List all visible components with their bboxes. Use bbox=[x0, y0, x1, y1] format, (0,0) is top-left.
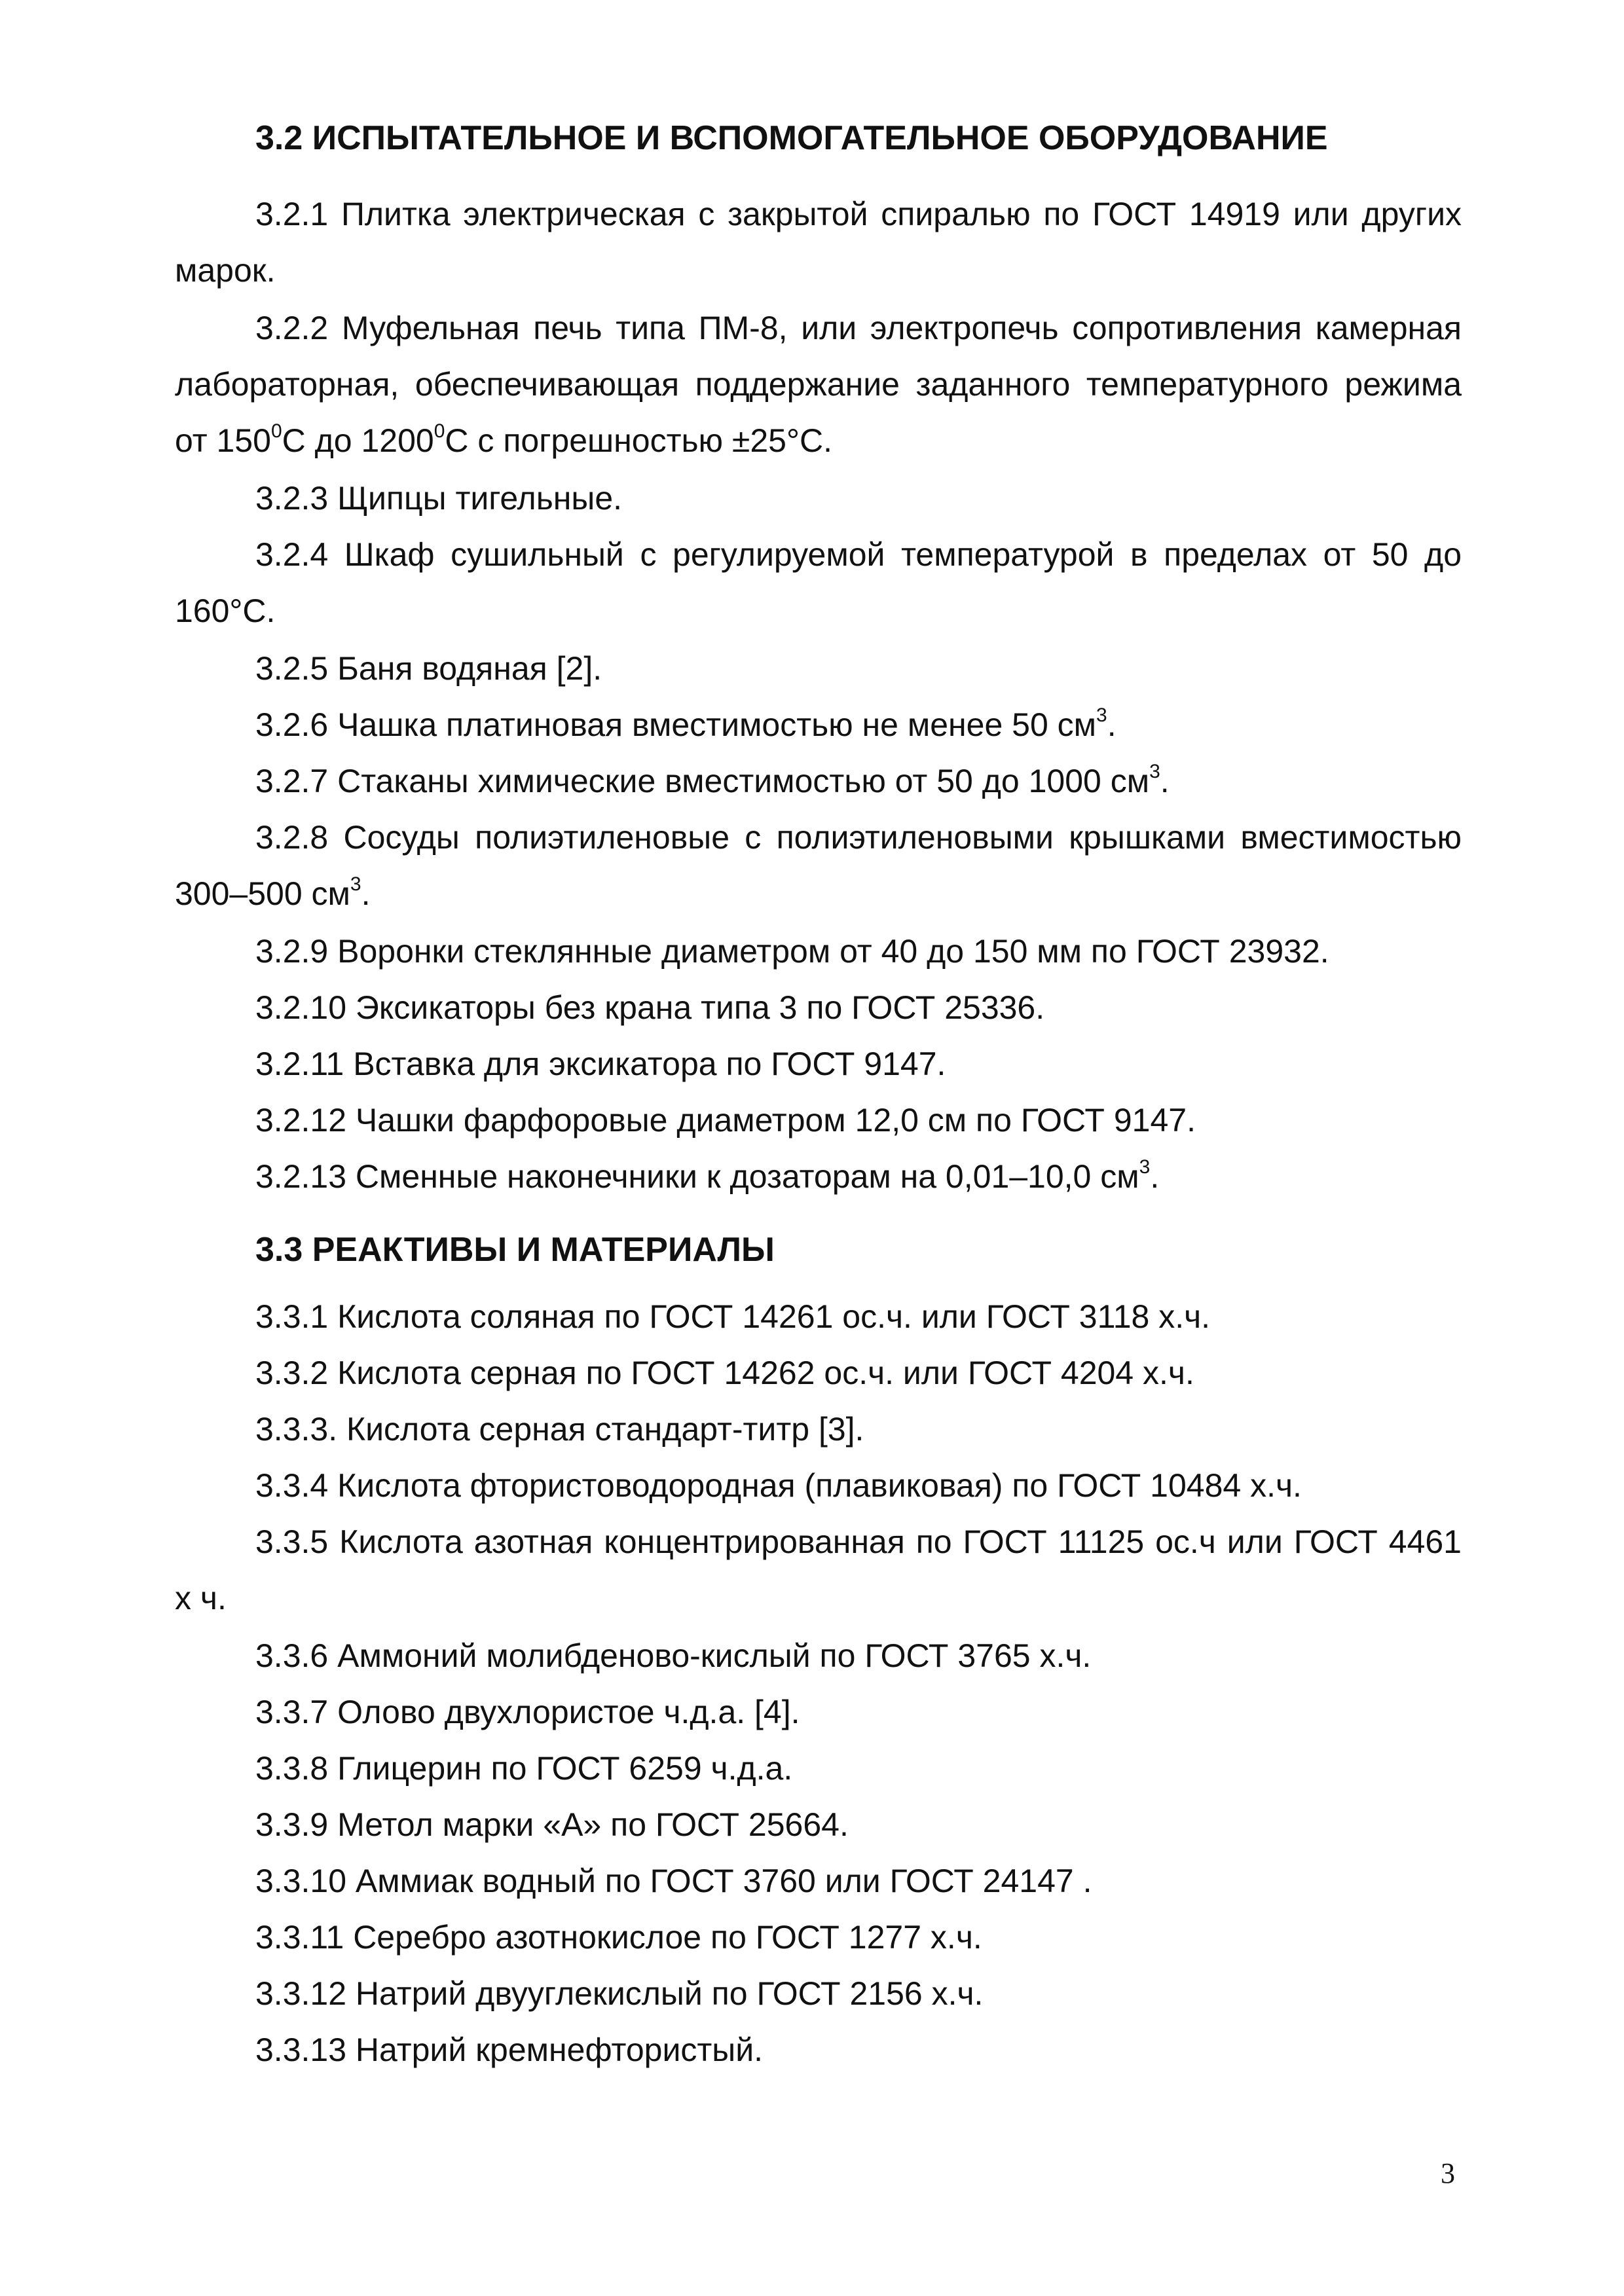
list-item-3-2-5: 3.2.5 Баня водяная [2]. bbox=[255, 650, 602, 687]
list-item-3-2-9: 3.2.9 Воронки стеклянные диаметром от 40 до 150 мм по ГОСТ 23932. bbox=[255, 933, 1329, 970]
list-item-3-3-1: 3.3.1 Кислота соляная по ГОСТ 14261 ос.ч. или ГОСТ 3118 х.ч. bbox=[255, 1298, 1211, 1335]
list-item-3-3-5: 3.3.5 Кислота азотная концентрированная по ГОСТ 11125 ос.ч или ГОСТ 4461 х ч. bbox=[175, 1523, 1462, 1616]
list-item-3-3-13: 3.3.13 Натрий кремнефтористый. bbox=[255, 2032, 764, 2068]
list-item-3-3-12: 3.3.12 Натрий двууглекислый по ГОСТ 2156 х.ч. bbox=[255, 1975, 984, 2012]
section-heading-3-3: 3.3 РЕАКТИВЫ И МАТЕРИАЛЫ bbox=[255, 1231, 775, 1269]
list-item-3-3-10: 3.3.10 Аммиак водный по ГОСТ 3760 или ГОСТ 24147 . bbox=[255, 1863, 1092, 1899]
list-item-3-2-10: 3.2.10 Эксикаторы без крана типа 3 по ГОСТ 25336. bbox=[255, 989, 1045, 1026]
list-item-3-3-8: 3.3.8 Глицерин по ГОСТ 6259 ч.д.а. bbox=[255, 1750, 793, 1787]
list-item-3-3-11: 3.3.11 Серебро азотнокислое по ГОСТ 1277 х.ч. bbox=[255, 1919, 982, 1956]
list-item-3-3-3: 3.3.3. Кислота серная стандарт-титр [3]. bbox=[255, 1411, 864, 1448]
list-item-3-2-4: 3.2.4 Шкаф сушильный с регулируемой температурой в пределах от 50 до 160°С. bbox=[175, 536, 1462, 629]
list-item-3-3-2: 3.3.2 Кислота серная по ГОСТ 14262 ос.ч. или ГОСТ 4204 х.ч. bbox=[255, 1355, 1194, 1391]
list-item-3-2-3: 3.2.3 Щипцы тигельные. bbox=[255, 480, 623, 517]
section-heading-3-2: 3.2 ИСПЫТАТЕЛЬНОЕ И ВСПОМОГАТЕЛЬНОЕ ОБОРУДОВАНИЕ bbox=[255, 119, 1328, 157]
list-item-3-2-11: 3.2.11 Вставка для эксикатора по ГОСТ 9147. bbox=[255, 1046, 946, 1082]
page-number: 3 bbox=[1441, 2157, 1455, 2189]
list-item-3-3-4: 3.3.4 Кислота фтористоводородная (плавиковая) по ГОСТ 10484 х.ч. bbox=[255, 1467, 1302, 1504]
list-item-3-2-13: 3.2.13 Сменные наконечники к дозаторам на 0,01–10,0 $см^3$. bbox=[255, 1156, 1160, 1195]
list-item-3-2-7: 3.2.7 Стаканы химические вместимостью от 50 до 1000 $см^3$. bbox=[255, 761, 1170, 799]
list-item-3-2-1: 3.2.1 Плитка электрическая с закрытой спиралью по ГОСТ 14919 или других марок. bbox=[175, 196, 1462, 289]
list-item-3-3-9: 3.3.9 Метол марки «А» по ГОСТ 25664. bbox=[255, 1806, 849, 1843]
list-item-3-3-7: 3.3.7 Олово двухлористое ч.д.а. [4]. bbox=[255, 1694, 800, 1730]
list-item-3-2-8: 3.2.8 Сосуды полиэтиленовые с полиэтиленовыми крышками вместимостью 300–500 $см^3$. bbox=[175, 819, 1462, 912]
list-item-3-2-2: 3.2.2 Муфельная печь типа ПМ-8, или электропечь сопротивления камерная лабораторная, обеспечивающая поддержание заданного температурного режима от $150^0С$ до 1200$^0$С с погрешностью ±25°С. bbox=[175, 310, 1462, 459]
list-item-3-2-12: 3.2.12 Чашки фарфоровые диаметром 12,0 см по ГОСТ 9147. bbox=[255, 1102, 1196, 1139]
list-item-3-3-6: 3.3.6 Аммоний молибденово-кислый по ГОСТ 3765 х.ч. bbox=[255, 1637, 1092, 1674]
list-item-3-2-6: 3.2.6 Чашка платиновая вместимостью не менее 50 $см^3$. bbox=[255, 704, 1116, 743]
